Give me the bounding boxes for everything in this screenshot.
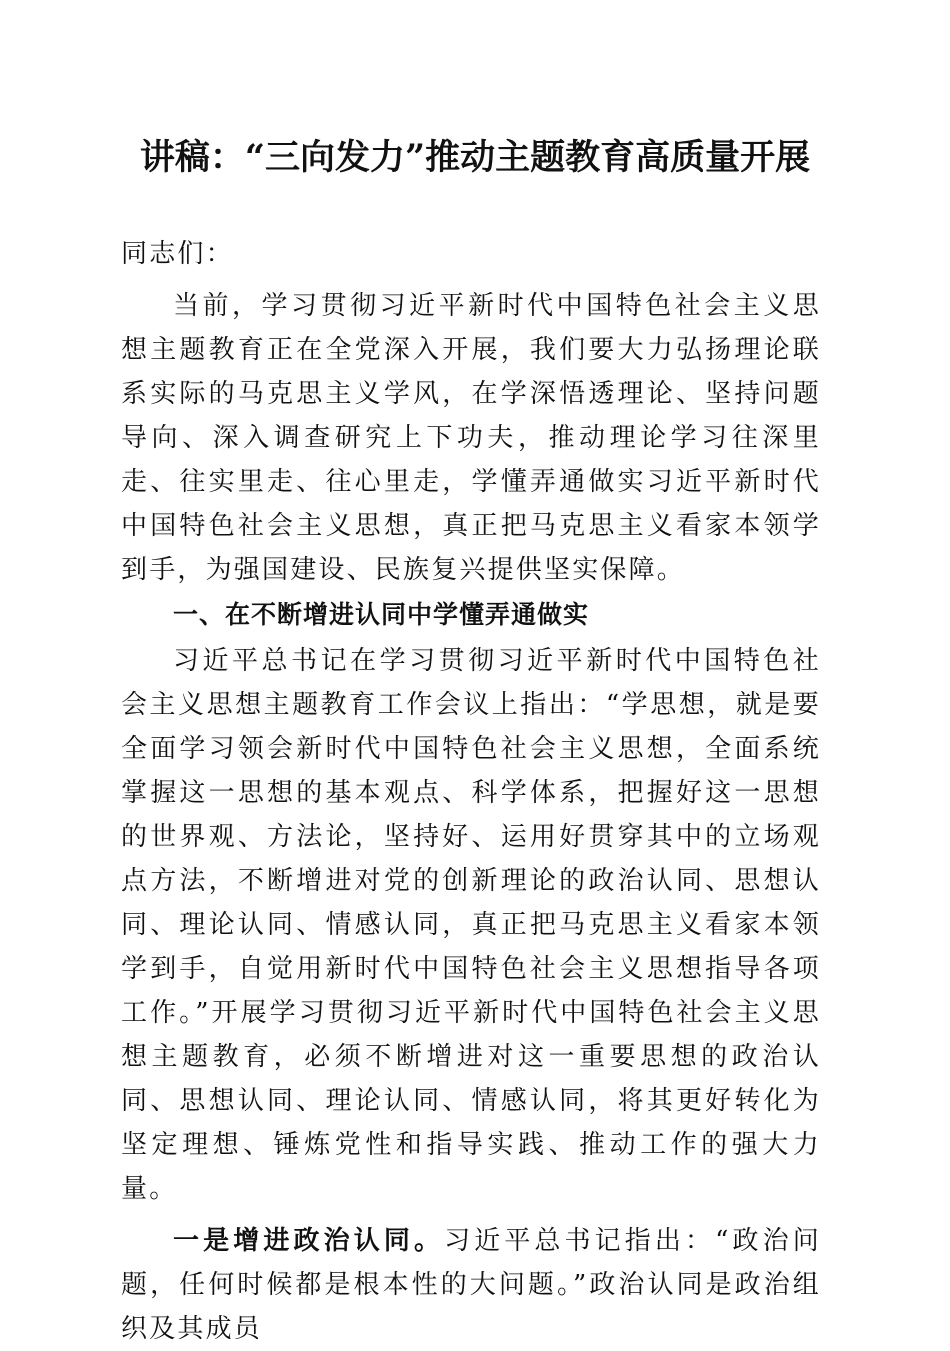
document-body [121,232,821,1351]
point-text: 习近平总书记指出：“政治问题，任何时候都是根本性的大问题。”政治认同是政治组织及其成员 [121,1226,821,1344]
section-heading: 一、在不断增进认同中学懂弄通做实 [173,600,590,629]
section-paragraph: 习近平总书记在学习贯彻习近平新时代中国特色社会主义思想主题教育工作会议上指出：“学思想，就是要全面学习领会新时代中国特色社会主义思想，全面系统掌握这一思想的基本观点、科学体系，把握好这一思想的世界观、方法论，坚持好、运用好贯穿其中的立场观点方法，不断增进对党的创新理论的政治认同、思想认同、理论认同、情感认同，真正把马克思主义看家本领学到手，自觉用新时代中国特色社会主义思想指导各项工作。”开展学习贯彻习近平新时代中国特色社会主义思想主题教育，必须不断增进对这一重要思想的政治认同、思想认同、理论认同、情感认同，将其更好转化为坚定理想、锤炼党性和指导实践、推动工作的强大力量。 [121,646,821,1204]
point-lead: 一是增进政治认同。 [173,1226,445,1256]
point-paragraph [121,1219,821,1351]
document-title: 讲稿：“三向发力”推动主题教育高质量开展 [139,137,811,178]
intro-paragraph: 当前，学习贯彻习近平新时代中国特色社会主义思想主题教育正在全党深入开展，我们要大力弘扬理论联系实际的马克思主义学风，在学深悟透理论、坚持问题导向、深入调查研究上下功夫，推动理论学习往深里走、往实里走、往心里走，学懂弄通做实习近平新时代中国特色社会主义思想，真正把马克思主义看家本领学到手，为强国建设、民族复兴提供坚实保障。 [121,291,821,585]
salutation: 同志们： [121,239,234,269]
spacer [121,1211,821,1219]
spacer [121,276,821,284]
